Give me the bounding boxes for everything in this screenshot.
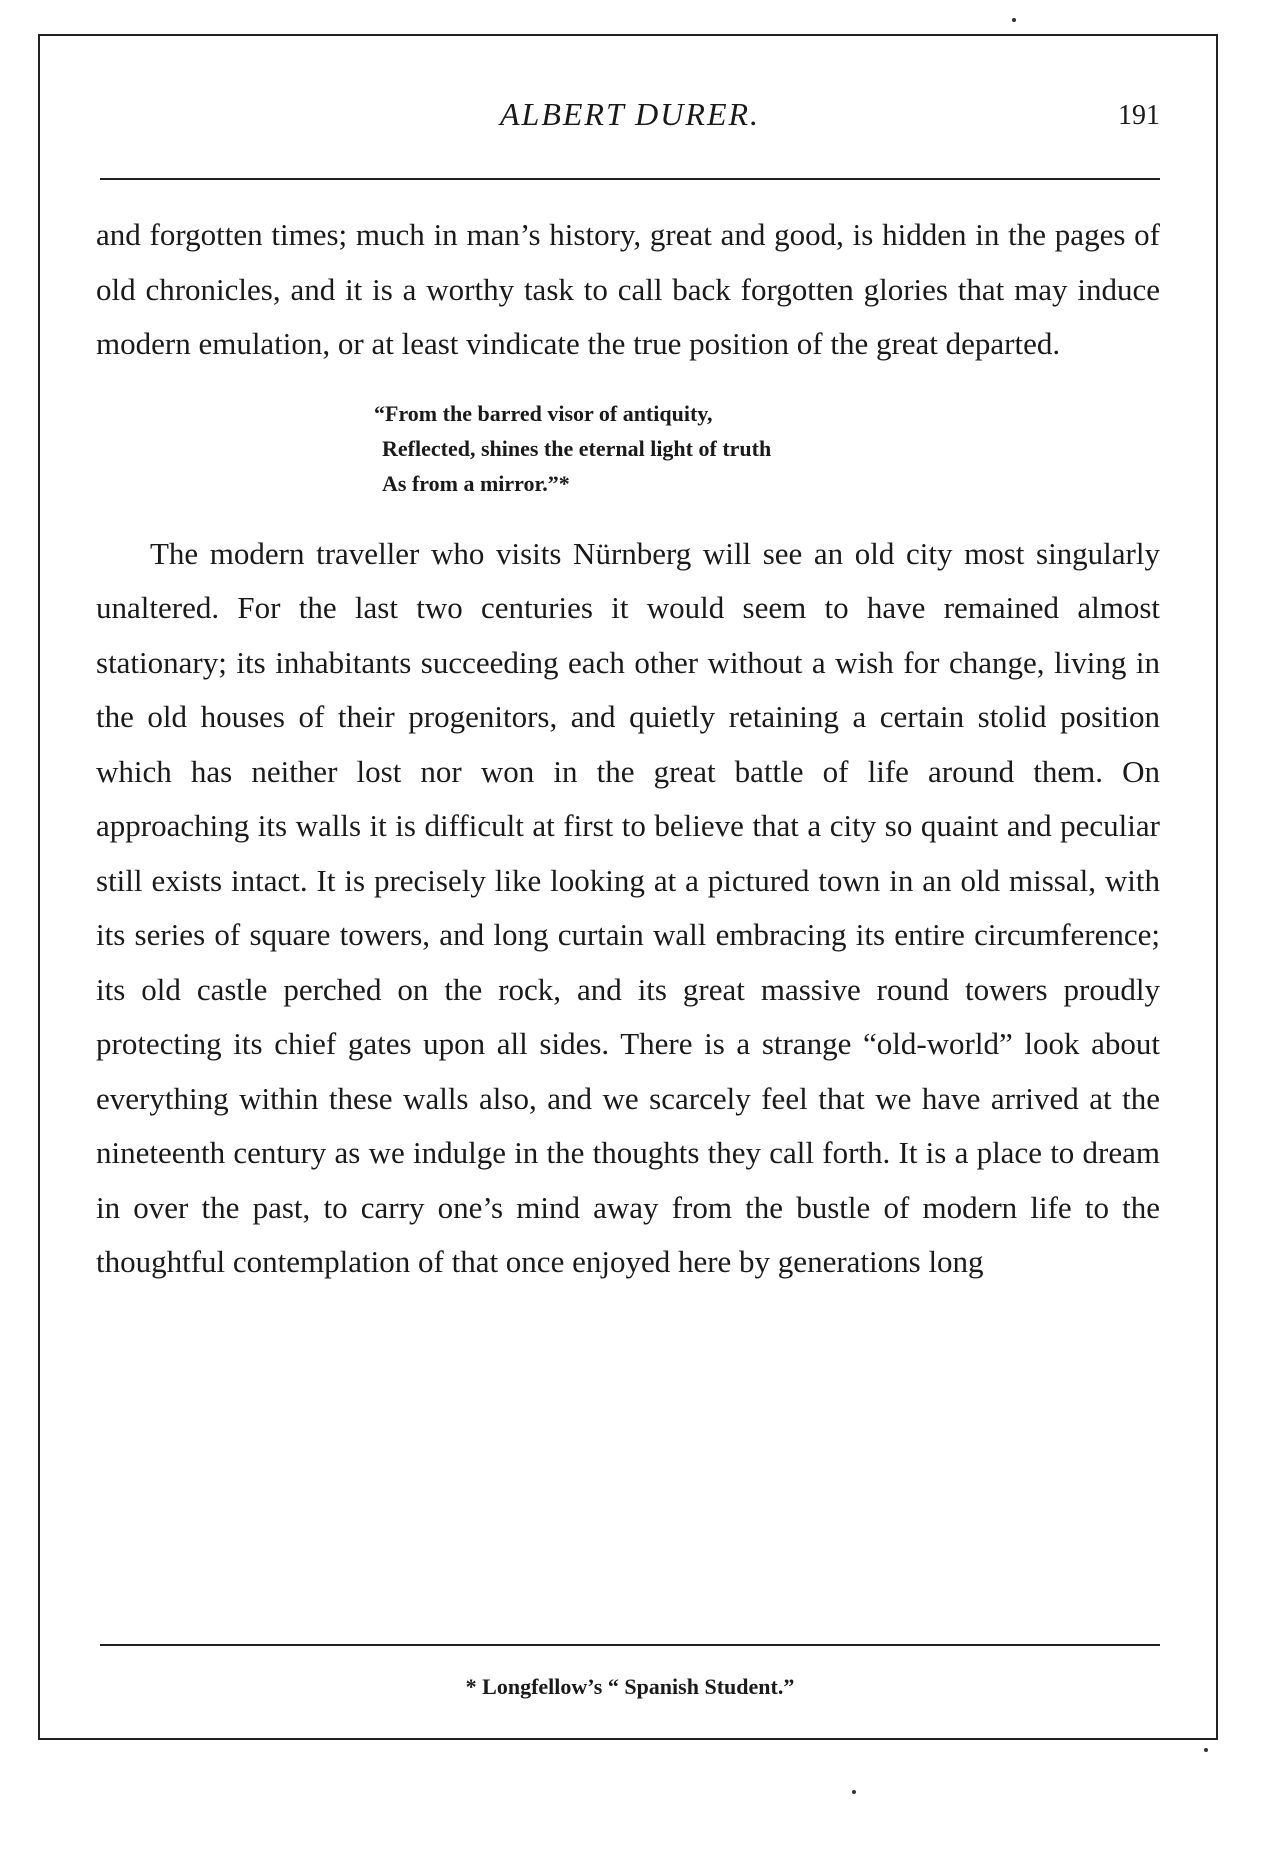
print-speck [1204,1748,1208,1752]
paragraph-2: The modern traveller who visits Nürnberg will see an old city most singularly unaltered. For the last two centuries it would seem to have remained almost stationary; its inhabitants succeeding each other without a wish for change, living in the old houses of their progenitors, and quietly retaining a certain stolid position which has neither lost nor won in the great battle of life around them. On approaching its walls it is difficult at first to believe that a city so quaint and peculiar still exists intact. It is precisely like looking at a pictured town in an old missal, with its series of square towers, and long curtain wall embracing its entire circumference; its old castle perched on the rock, and its great massive round towers proudly protecting its chief gates upon all sides. There is a strange “old-world” look about everything within these walls also, and we scarcely feel that we have arrived at the nineteenth century as we indulge in the thoughts they call forth. It is a place to dream in over the past, to carry one’s mind away from the bustle of modern life to the thoughtful contemplation of that once enjoyed here by generations long [96,535,1160,1279]
epigraph-quote [96,396,1160,501]
footnote: * Longfellow’s “ Spanish Student.” [465,1674,795,1699]
page-header [100,96,1160,140]
paragraph-1: and forgotten times; much in man’s history, great and good, is hidden in the pages of old chronicles, and it is a worthy task to call back forgotten glories that may induce modern emulation, or at least vindicate the true position of the great departed. [96,217,1160,361]
header-rule [100,178,1160,180]
body-text [96,208,1160,1290]
running-title: ALBERT DURER. [499,96,761,132]
print-speck [1012,18,1016,22]
page-number: 191 [1118,100,1160,131]
quote-line-1: “From the barred visor of antiquity, [374,400,713,426]
footnote-rule [100,1644,1160,1646]
quote-line-2: Reflected, shines the eternal light of truth [382,435,772,461]
quote-line-3: As from a mirror.”* [382,470,570,496]
print-speck [852,1790,856,1794]
